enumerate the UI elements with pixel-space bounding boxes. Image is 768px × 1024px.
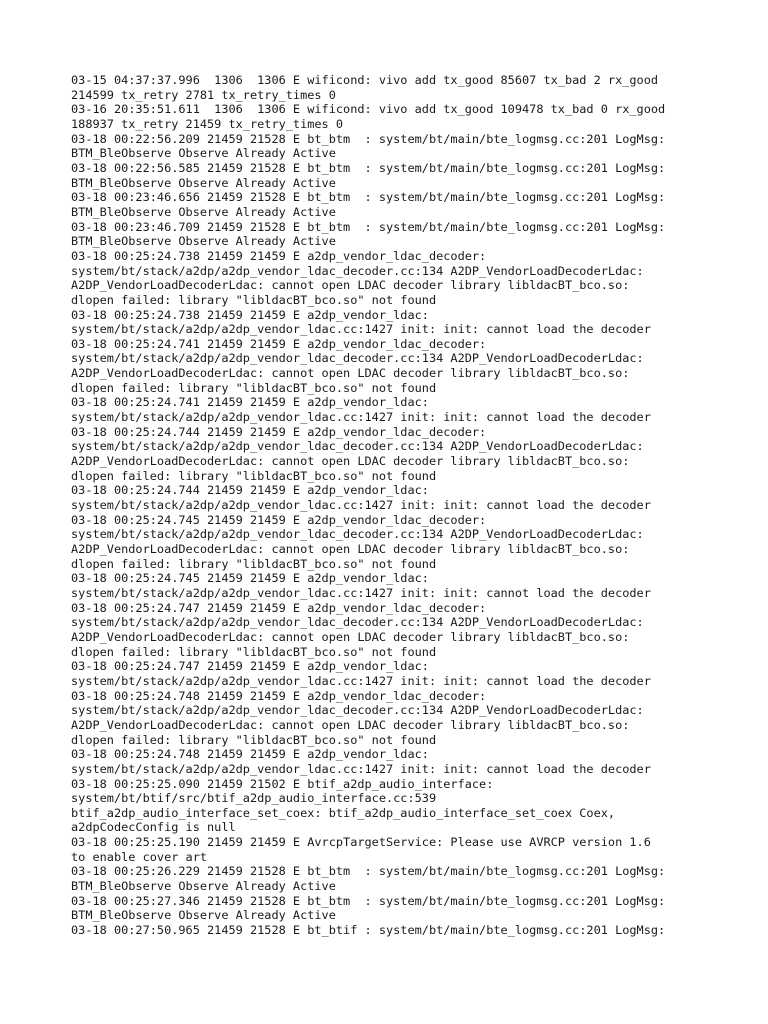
log-line: 03-18 00:22:56.209 21459 21528 E bt_btm : system/bt/main/bte_logmsg.cc:201 LogMsg:: [71, 131, 666, 146]
log-line: 03-18 00:25:26.229 21459 21528 E bt_btm : system/bt/main/bte_logmsg.cc:201 LogMsg:: [71, 864, 666, 879]
log-line: 03-18 00:25:24.748 21459 21459 E a2dp_vendor_ldac_decoder:: [71, 688, 487, 703]
log-line: system/bt/btif/src/btif_a2dp_audio_interface.cc:539: [71, 791, 437, 806]
log-line: 03-18 00:25:24.747 21459 21459 E a2dp_vendor_ldac:: [71, 659, 429, 674]
log-line: A2DP_VendorLoadDecoderLdac: cannot open LDAC decoder library libldacBT_bco.so:: [71, 278, 630, 293]
log-line: 03-18 00:25:24.744 21459 21459 E a2dp_vendor_ldac:: [71, 483, 429, 498]
log-line: 03-18 00:25:25.190 21459 21459 E AvrcpTargetService: Please use AVRCP version 1.6: [71, 835, 651, 850]
log-line: to enable cover art: [71, 849, 208, 864]
log-line: system/bt/stack/a2dp/a2dp_vendor_ldac_decoder.cc:134 A2DP_VendorLoadDecoderLdac:: [71, 703, 644, 718]
log-line: A2DP_VendorLoadDecoderLdac: cannot open LDAC decoder library libldacBT_bco.so:: [71, 366, 630, 381]
log-line: 03-18 00:25:24.741 21459 21459 E a2dp_vendor_ldac:: [71, 395, 429, 410]
log-line: system/bt/stack/a2dp/a2dp_vendor_ldac.cc:1427 init: init: cannot load the decoder: [71, 761, 651, 776]
log-line: dlopen failed: library "libldacBT_bco.so" not found: [71, 732, 437, 747]
log-line: 03-18 00:25:24.738 21459 21459 E a2dp_vendor_ldac:: [71, 307, 429, 322]
log-line: system/bt/stack/a2dp/a2dp_vendor_ldac.cc:1427 init: init: cannot load the decoder: [71, 410, 651, 425]
log-line: BTM_BleObserve Observe Already Active: [71, 204, 336, 219]
log-line: 03-18 00:25:24.745 21459 21459 E a2dp_vendor_ldac_decoder:: [71, 512, 487, 527]
log-line: A2DP_VendorLoadDecoderLdac: cannot open LDAC decoder library libldacBT_bco.so:: [71, 454, 630, 469]
log-line: 03-18 00:27:50.965 21459 21528 E bt_btif : system/bt/main/bte_logmsg.cc:201 LogMsg:: [71, 923, 666, 938]
log-line: 03-18 00:25:27.346 21459 21528 E bt_btm : system/bt/main/bte_logmsg.cc:201 LogMsg:: [71, 893, 666, 908]
log-line: A2DP_VendorLoadDecoderLdac: cannot open LDAC decoder library libldacBT_bco.so:: [71, 542, 630, 556]
log-line: BTM_BleObserve Observe Already Active: [71, 175, 336, 190]
log-line: 03-18 00:23:46.656 21459 21528 E bt_btm : system/bt/main/bte_logmsg.cc:201 LogMsg:: [71, 190, 666, 205]
log-line: a2dpCodecConfig is null: [71, 820, 236, 835]
log-line: 03-18 00:23:46.709 21459 21528 E bt_btm : system/bt/main/bte_logmsg.cc:201 LogMsg:: [71, 219, 666, 234]
log-line: 03-18 00:25:25.090 21459 21502 E btif_a2dp_audio_interface:: [71, 776, 494, 791]
log-line: 03-15 04:37:37.996 1306 1306 E wificond: vivo add tx_good 85607 tx_bad 2 rx_good: [71, 73, 659, 87]
log-line: 03-18 00:25:24.738 21459 21459 E a2dp_vendor_ldac_decoder:: [71, 248, 487, 263]
log-line: 03-18 00:22:56.585 21459 21528 E bt_btm : system/bt/main/bte_logmsg.cc:201 LogMsg:: [71, 160, 666, 175]
log-line: system/bt/stack/a2dp/a2dp_vendor_ldac_decoder.cc:134 A2DP_VendorLoadDecoderLdac:: [71, 263, 644, 278]
log-line: dlopen failed: library "libldacBT_bco.so" not found: [71, 292, 437, 307]
log-line: system/bt/stack/a2dp/a2dp_vendor_ldac_decoder.cc:134 A2DP_VendorLoadDecoderLdac:: [71, 439, 644, 454]
log-line: dlopen failed: library "libldacBT_bco.so" not found: [71, 380, 437, 395]
log-line: system/bt/stack/a2dp/a2dp_vendor_ldac.cc:1427 init: init: cannot load the decoder: [71, 585, 651, 600]
log-line: system/bt/stack/a2dp/a2dp_vendor_ldac_decoder.cc:134 A2DP_VendorLoadDecoderLdac:: [71, 527, 644, 542]
log-line: BTM_BleObserve Observe Already Active: [71, 879, 336, 894]
log-line: system/bt/stack/a2dp/a2dp_vendor_ldac.cc:1427 init: init: cannot load the decoder: [71, 673, 651, 688]
log-line: 03-18 00:25:24.741 21459 21459 E a2dp_vendor_ldac_decoder:: [71, 336, 487, 351]
log-line: BTM_BleObserve Observe Already Active: [71, 908, 336, 923]
log-line: dlopen failed: library "libldacBT_bco.so" not found: [71, 556, 437, 571]
log-line: BTM_BleObserve Observe Already Active: [71, 146, 336, 161]
log-line: system/bt/stack/a2dp/a2dp_vendor_ldac.cc:1427 init: init: cannot load the decoder: [71, 498, 651, 513]
log-line: 03-18 00:25:24.747 21459 21459 E a2dp_vendor_ldac_decoder:: [71, 600, 487, 615]
log-line: 188937 tx_retry 21459 tx_retry_times 0: [71, 116, 344, 131]
log-line: system/bt/stack/a2dp/a2dp_vendor_ldac.cc:1427 init: init: cannot load the decoder: [71, 322, 651, 337]
log-line: system/bt/stack/a2dp/a2dp_vendor_ldac_decoder.cc:134 A2DP_VendorLoadDecoderLdac:: [71, 615, 644, 630]
log-line: system/bt/stack/a2dp/a2dp_vendor_ldac_decoder.cc:134 A2DP_VendorLoadDecoderLdac:: [71, 351, 644, 366]
log-line: btif_a2dp_audio_interface_set_coex: btif_a2dp_audio_interface_set_coex Coex,: [71, 805, 616, 820]
log-line: 03-18 00:25:24.744 21459 21459 E a2dp_vendor_ldac_decoder:: [71, 424, 487, 439]
log-line: dlopen failed: library "libldacBT_bco.so" not found: [71, 644, 437, 659]
log-line: 03-18 00:25:24.748 21459 21459 E a2dp_vendor_ldac:: [71, 747, 429, 762]
log-text-block: [71, 73, 711, 938]
log-line: A2DP_VendorLoadDecoderLdac: cannot open LDAC decoder library libldacBT_bco.so:: [71, 629, 630, 644]
log-line: 214599 tx_retry 2781 tx_retry_times 0: [71, 87, 336, 102]
log-line: A2DP_VendorLoadDecoderLdac: cannot open LDAC decoder library libldacBT_bco.so:: [71, 717, 630, 732]
log-line: 03-16 20:35:51.611 1306 1306 E wificond: vivo add tx_good 109478 tx_bad 0 rx_good: [71, 102, 666, 117]
log-line: 03-18 00:25:24.745 21459 21459 E a2dp_vendor_ldac:: [71, 571, 429, 586]
log-line: dlopen failed: library "libldacBT_bco.so" not found: [71, 468, 437, 483]
log-line: BTM_BleObserve Observe Already Active: [71, 234, 336, 249]
